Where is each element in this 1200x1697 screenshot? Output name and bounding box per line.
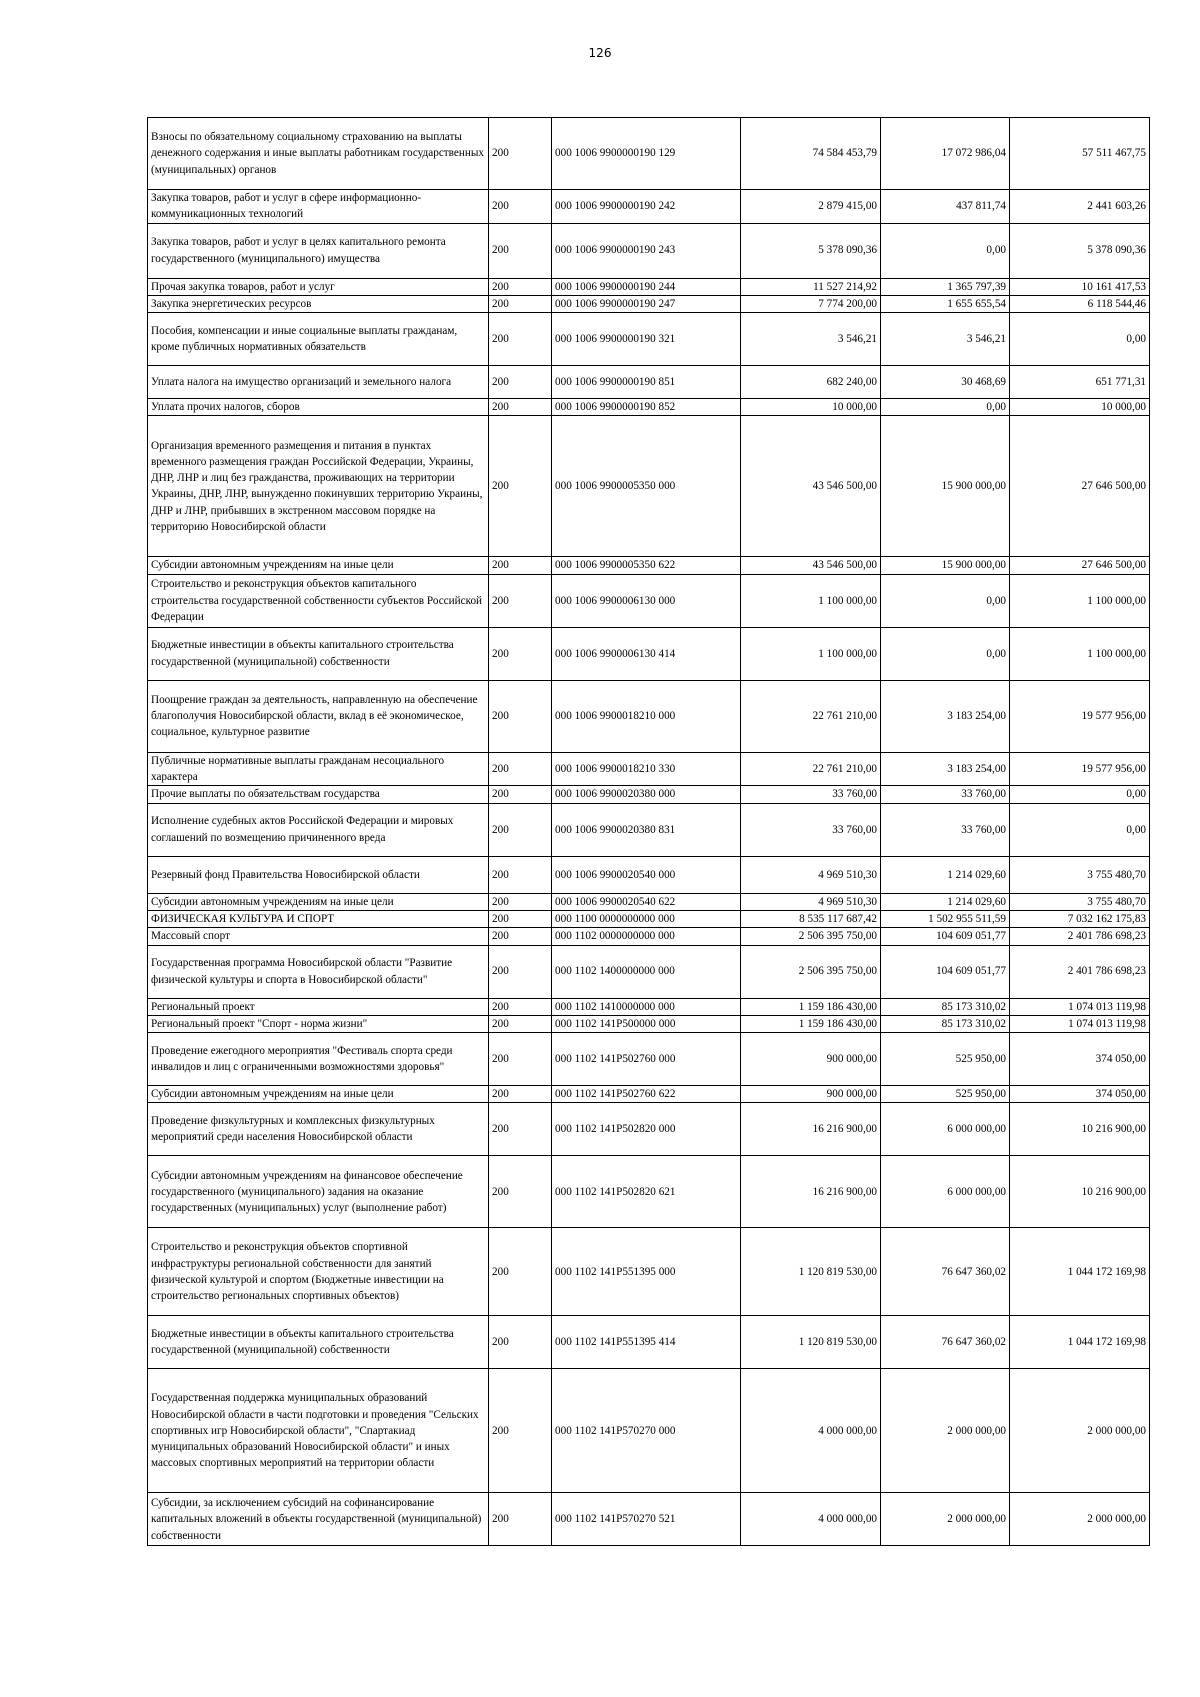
table-row bbox=[148, 295, 1150, 312]
row-unexecuted: 10 000,00 bbox=[1010, 399, 1150, 416]
row-code: 200 bbox=[489, 928, 552, 945]
row-kbk: 000 1006 9900020380 831 bbox=[552, 803, 741, 856]
row-name: Субсидии автономным учреждениям на финансовое обеспечение государственного (муниципального) задания на оказание государственных (муниципальных) услуг (выполнение работ) bbox=[148, 1156, 489, 1228]
row-executed: 3 546,21 bbox=[881, 313, 1010, 366]
row-code: 200 bbox=[489, 1493, 552, 1546]
row-executed: 437 811,74 bbox=[881, 190, 1010, 224]
row-unexecuted: 1 074 013 119,98 bbox=[1010, 1015, 1150, 1032]
row-unexecuted: 3 755 480,70 bbox=[1010, 893, 1150, 910]
row-name: ФИЗИЧЕСКАЯ КУЛЬТУРА И СПОРТ bbox=[148, 910, 489, 927]
row-approved: 43 546 500,00 bbox=[741, 557, 881, 574]
row-kbk: 000 1102 141P570270 000 bbox=[552, 1369, 741, 1493]
row-kbk: 000 1006 9900020540 000 bbox=[552, 856, 741, 893]
row-code: 200 bbox=[489, 313, 552, 366]
row-approved: 2 506 395 750,00 bbox=[741, 945, 881, 998]
row-unexecuted: 0,00 bbox=[1010, 313, 1150, 366]
row-approved: 900 000,00 bbox=[741, 1033, 881, 1086]
row-code: 200 bbox=[489, 366, 552, 399]
row-code: 200 bbox=[489, 1316, 552, 1369]
row-code: 200 bbox=[489, 1103, 552, 1156]
row-kbk: 000 1006 9900000190 247 bbox=[552, 295, 741, 312]
row-unexecuted: 1 100 000,00 bbox=[1010, 574, 1150, 627]
table-row bbox=[148, 803, 1150, 856]
row-name: Пособия, компенсации и иные социальные выплаты гражданам, кроме публичных нормативных обязательств bbox=[148, 313, 489, 366]
row-kbk: 000 1102 141P502760 622 bbox=[552, 1086, 741, 1103]
row-unexecuted: 0,00 bbox=[1010, 786, 1150, 803]
row-executed: 15 900 000,00 bbox=[881, 557, 1010, 574]
row-approved: 1 120 819 530,00 bbox=[741, 1316, 881, 1369]
row-unexecuted: 7 032 162 175,83 bbox=[1010, 910, 1150, 927]
row-name: Закупка товаров, работ и услуг в сфере информационно-коммуникационных технологий bbox=[148, 190, 489, 224]
row-code: 200 bbox=[489, 416, 552, 557]
row-approved: 33 760,00 bbox=[741, 803, 881, 856]
row-name: Субсидии, за исключением субсидий на софинансирование капитальных вложений в объекты государственной (муниципальной) собственности bbox=[148, 1493, 489, 1546]
row-name: Публичные нормативные выплаты гражданам несоциального характера bbox=[148, 752, 489, 786]
table-row bbox=[148, 366, 1150, 399]
row-unexecuted: 2 000 000,00 bbox=[1010, 1493, 1150, 1546]
table-row bbox=[148, 118, 1150, 190]
row-name: Строительство и реконструкция объектов капитального строительства государственной собственности субъектов Российской Федерации bbox=[148, 574, 489, 627]
row-kbk: 000 1006 9900018210 000 bbox=[552, 680, 741, 752]
row-kbk: 000 1102 1410000000 000 bbox=[552, 998, 741, 1015]
table-row bbox=[148, 1086, 1150, 1103]
row-approved: 7 774 200,00 bbox=[741, 295, 881, 312]
row-code: 200 bbox=[489, 945, 552, 998]
row-approved: 900 000,00 bbox=[741, 1086, 881, 1103]
row-kbk: 000 1006 9900006130 000 bbox=[552, 574, 741, 627]
row-executed: 0,00 bbox=[881, 574, 1010, 627]
row-executed: 0,00 bbox=[881, 399, 1010, 416]
row-executed: 3 183 254,00 bbox=[881, 680, 1010, 752]
row-name: Государственная поддержка муниципальных образований Новосибирской области в части подготовки и проведения "Сельских спортивных игр Новосибирской области", "Спартакиад муниципальных образований Новосибирской области" и иных массовых спортивных мероприятий на территории области bbox=[148, 1369, 489, 1493]
row-name: Проведение физкультурных и комплексных физкультурных мероприятий среди населения Новосибирской области bbox=[148, 1103, 489, 1156]
row-name: Региональный проект "Спорт - норма жизни" bbox=[148, 1015, 489, 1032]
row-executed: 33 760,00 bbox=[881, 803, 1010, 856]
row-executed: 1 214 029,60 bbox=[881, 893, 1010, 910]
row-executed: 1 502 955 511,59 bbox=[881, 910, 1010, 927]
row-executed: 104 609 051,77 bbox=[881, 928, 1010, 945]
row-executed: 525 950,00 bbox=[881, 1086, 1010, 1103]
row-approved: 4 969 510,30 bbox=[741, 893, 881, 910]
row-unexecuted: 651 771,31 bbox=[1010, 366, 1150, 399]
row-code: 200 bbox=[489, 574, 552, 627]
table-row bbox=[148, 1156, 1150, 1228]
page-number: 126 bbox=[588, 46, 612, 60]
row-approved: 5 378 090,36 bbox=[741, 223, 881, 278]
row-executed: 0,00 bbox=[881, 627, 1010, 680]
row-kbk: 000 1006 9900000190 243 bbox=[552, 223, 741, 278]
row-unexecuted: 6 118 544,46 bbox=[1010, 295, 1150, 312]
table-row bbox=[148, 1369, 1150, 1493]
row-kbk: 000 1102 141P502760 000 bbox=[552, 1033, 741, 1086]
row-unexecuted: 374 050,00 bbox=[1010, 1033, 1150, 1086]
row-code: 200 bbox=[489, 998, 552, 1015]
row-executed: 1 655 655,54 bbox=[881, 295, 1010, 312]
table-row bbox=[148, 574, 1150, 627]
row-name: Закупка энергетических ресурсов bbox=[148, 295, 489, 312]
table-row bbox=[148, 928, 1150, 945]
row-kbk: 000 1006 9900018210 330 bbox=[552, 752, 741, 786]
row-unexecuted: 2 401 786 698,23 bbox=[1010, 928, 1150, 945]
row-approved: 43 546 500,00 bbox=[741, 416, 881, 557]
row-code: 200 bbox=[489, 1228, 552, 1316]
row-approved: 3 546,21 bbox=[741, 313, 881, 366]
table-row bbox=[148, 278, 1150, 295]
table-row bbox=[148, 910, 1150, 927]
table-row bbox=[148, 1228, 1150, 1316]
row-executed: 2 000 000,00 bbox=[881, 1369, 1010, 1493]
row-kbk: 000 1006 9900005350 000 bbox=[552, 416, 741, 557]
row-kbk: 000 1006 9900000190 242 bbox=[552, 190, 741, 224]
row-code: 200 bbox=[489, 190, 552, 224]
row-executed: 15 900 000,00 bbox=[881, 416, 1010, 557]
row-unexecuted: 27 646 500,00 bbox=[1010, 416, 1150, 557]
table-row bbox=[148, 190, 1150, 224]
row-name: Поощрение граждан за деятельность, направленную на обеспечение благополучия Новосибирской области, вклад в её экономическое, социальное, культурное развитие bbox=[148, 680, 489, 752]
row-code: 200 bbox=[489, 893, 552, 910]
table-row bbox=[148, 223, 1150, 278]
row-approved: 11 527 214,92 bbox=[741, 278, 881, 295]
row-name: Резервный фонд Правительства Новосибирской области bbox=[148, 856, 489, 893]
row-code: 200 bbox=[489, 627, 552, 680]
row-name: Государственная программа Новосибирской области "Развитие физической культуры и спорта в Новосибирской области" bbox=[148, 945, 489, 998]
row-unexecuted: 27 646 500,00 bbox=[1010, 557, 1150, 574]
table-row bbox=[148, 1493, 1150, 1546]
row-approved: 33 760,00 bbox=[741, 786, 881, 803]
row-kbk: 000 1102 141P502820 621 bbox=[552, 1156, 741, 1228]
row-approved: 4 000 000,00 bbox=[741, 1369, 881, 1493]
budget-execution-table bbox=[147, 117, 1150, 1546]
row-code: 200 bbox=[489, 910, 552, 927]
row-approved: 1 159 186 430,00 bbox=[741, 998, 881, 1015]
row-code: 200 bbox=[489, 557, 552, 574]
row-executed: 0,00 bbox=[881, 223, 1010, 278]
table-row bbox=[148, 1033, 1150, 1086]
table-row bbox=[148, 786, 1150, 803]
table-row bbox=[148, 998, 1150, 1015]
row-kbk: 000 1006 9900006130 414 bbox=[552, 627, 741, 680]
row-unexecuted: 1 044 172 169,98 bbox=[1010, 1228, 1150, 1316]
row-kbk: 000 1102 141P570270 521 bbox=[552, 1493, 741, 1546]
row-approved: 8 535 117 687,42 bbox=[741, 910, 881, 927]
table-row bbox=[148, 399, 1150, 416]
row-kbk: 000 1006 9900000190 244 bbox=[552, 278, 741, 295]
row-name: Массовый спорт bbox=[148, 928, 489, 945]
row-executed: 6 000 000,00 bbox=[881, 1156, 1010, 1228]
row-approved: 4 969 510,30 bbox=[741, 856, 881, 893]
row-executed: 76 647 360,02 bbox=[881, 1316, 1010, 1369]
row-kbk: 000 1006 9900000190 321 bbox=[552, 313, 741, 366]
row-kbk: 000 1102 141P551395 000 bbox=[552, 1228, 741, 1316]
row-approved: 74 584 453,79 bbox=[741, 118, 881, 190]
table-row bbox=[148, 856, 1150, 893]
row-name: Региональный проект bbox=[148, 998, 489, 1015]
table-row bbox=[148, 1103, 1150, 1156]
row-unexecuted: 57 511 467,75 bbox=[1010, 118, 1150, 190]
table-row bbox=[148, 416, 1150, 557]
row-name: Взносы по обязательному социальному страхованию на выплаты денежного содержания и иные выплаты работникам государственных (муниципальных) органов bbox=[148, 118, 489, 190]
row-executed: 85 173 310,02 bbox=[881, 998, 1010, 1015]
row-name: Уплата налога на имущество организаций и земельного налога bbox=[148, 366, 489, 399]
row-unexecuted: 10 161 417,53 bbox=[1010, 278, 1150, 295]
row-unexecuted: 10 216 900,00 bbox=[1010, 1103, 1150, 1156]
row-code: 200 bbox=[489, 752, 552, 786]
row-name: Бюджетные инвестиции в объекты капитального строительства государственной (муниципальной) собственности bbox=[148, 627, 489, 680]
row-unexecuted: 5 378 090,36 bbox=[1010, 223, 1150, 278]
row-code: 200 bbox=[489, 1156, 552, 1228]
row-kbk: 000 1102 141P502820 000 bbox=[552, 1103, 741, 1156]
row-code: 200 bbox=[489, 1015, 552, 1032]
row-unexecuted: 1 074 013 119,98 bbox=[1010, 998, 1150, 1015]
row-code: 200 bbox=[489, 856, 552, 893]
row-approved: 1 120 819 530,00 bbox=[741, 1228, 881, 1316]
row-code: 200 bbox=[489, 223, 552, 278]
row-approved: 10 000,00 bbox=[741, 399, 881, 416]
row-approved: 22 761 210,00 bbox=[741, 752, 881, 786]
table-body bbox=[148, 118, 1150, 1546]
row-unexecuted: 10 216 900,00 bbox=[1010, 1156, 1150, 1228]
row-unexecuted: 19 577 956,00 bbox=[1010, 752, 1150, 786]
row-executed: 33 760,00 bbox=[881, 786, 1010, 803]
row-approved: 1 100 000,00 bbox=[741, 574, 881, 627]
row-code: 200 bbox=[489, 786, 552, 803]
row-approved: 2 506 395 750,00 bbox=[741, 928, 881, 945]
row-executed: 85 173 310,02 bbox=[881, 1015, 1010, 1032]
row-name: Прочая закупка товаров, работ и услуг bbox=[148, 278, 489, 295]
row-approved: 16 216 900,00 bbox=[741, 1103, 881, 1156]
row-kbk: 000 1006 9900005350 622 bbox=[552, 557, 741, 574]
row-unexecuted: 0,00 bbox=[1010, 803, 1150, 856]
row-name: Субсидии автономным учреждениям на иные цели bbox=[148, 893, 489, 910]
row-name: Уплата прочих налогов, сборов bbox=[148, 399, 489, 416]
row-unexecuted: 374 050,00 bbox=[1010, 1086, 1150, 1103]
row-code: 200 bbox=[489, 1086, 552, 1103]
row-approved: 1 100 000,00 bbox=[741, 627, 881, 680]
table-row bbox=[148, 313, 1150, 366]
row-name: Закупка товаров, работ и услуг в целях капитального ремонта государственного (муниципального) имущества bbox=[148, 223, 489, 278]
row-name: Исполнение судебных актов Российской Федерации и мировых соглашений по возмещению причиненного вреда bbox=[148, 803, 489, 856]
row-code: 200 bbox=[489, 680, 552, 752]
row-kbk: 000 1102 1400000000 000 bbox=[552, 945, 741, 998]
row-kbk: 000 1102 0000000000 000 bbox=[552, 928, 741, 945]
row-executed: 1 214 029,60 bbox=[881, 856, 1010, 893]
row-executed: 104 609 051,77 bbox=[881, 945, 1010, 998]
row-approved: 22 761 210,00 bbox=[741, 680, 881, 752]
row-kbk: 000 1100 0000000000 000 bbox=[552, 910, 741, 927]
row-kbk: 000 1102 141P500000 000 bbox=[552, 1015, 741, 1032]
row-kbk: 000 1006 9900000190 851 bbox=[552, 366, 741, 399]
row-kbk: 000 1006 9900020380 000 bbox=[552, 786, 741, 803]
row-executed: 3 183 254,00 bbox=[881, 752, 1010, 786]
row-approved: 682 240,00 bbox=[741, 366, 881, 399]
row-code: 200 bbox=[489, 1369, 552, 1493]
row-code: 200 bbox=[489, 1033, 552, 1086]
row-approved: 16 216 900,00 bbox=[741, 1156, 881, 1228]
row-unexecuted: 2 441 603,26 bbox=[1010, 190, 1150, 224]
table-row bbox=[148, 1316, 1150, 1369]
row-executed: 76 647 360,02 bbox=[881, 1228, 1010, 1316]
table-row bbox=[148, 627, 1150, 680]
row-approved: 1 159 186 430,00 bbox=[741, 1015, 881, 1032]
table-row bbox=[148, 945, 1150, 998]
row-approved: 4 000 000,00 bbox=[741, 1493, 881, 1546]
row-name: Бюджетные инвестиции в объекты капитального строительства государственной (муниципальной) собственности bbox=[148, 1316, 489, 1369]
table-row bbox=[148, 557, 1150, 574]
row-name: Проведение ежегодного мероприятия "Фестиваль спорта среди инвалидов и лиц с ограниченными возможностями здоровья" bbox=[148, 1033, 489, 1086]
row-unexecuted: 2 401 786 698,23 bbox=[1010, 945, 1150, 998]
row-name: Строительство и реконструкция объектов спортивной инфраструктуры региональной собственности для занятий физической культурой и спортом (Бюджетные инвестиции на строительство региональных спортивных объектов) bbox=[148, 1228, 489, 1316]
row-executed: 17 072 986,04 bbox=[881, 118, 1010, 190]
row-executed: 525 950,00 bbox=[881, 1033, 1010, 1086]
row-kbk: 000 1102 141P551395 414 bbox=[552, 1316, 741, 1369]
row-executed: 30 468,69 bbox=[881, 366, 1010, 399]
row-unexecuted: 1 044 172 169,98 bbox=[1010, 1316, 1150, 1369]
table-row bbox=[148, 752, 1150, 786]
row-unexecuted: 3 755 480,70 bbox=[1010, 856, 1150, 893]
table-row bbox=[148, 1015, 1150, 1032]
row-code: 200 bbox=[489, 803, 552, 856]
row-code: 200 bbox=[489, 118, 552, 190]
row-unexecuted: 19 577 956,00 bbox=[1010, 680, 1150, 752]
row-executed: 2 000 000,00 bbox=[881, 1493, 1010, 1546]
row-executed: 6 000 000,00 bbox=[881, 1103, 1010, 1156]
row-name: Субсидии автономным учреждениям на иные цели bbox=[148, 1086, 489, 1103]
row-code: 200 bbox=[489, 399, 552, 416]
row-kbk: 000 1006 9900000190 852 bbox=[552, 399, 741, 416]
row-name: Организация временного размещения и питания в пунктах временного размещения граждан Российской Федерации, Украины, ДНР, ЛНР и лиц без гражданства, проживающих на территории Украины, ДНР, ЛНР, вынужденно покинувших территорию Украины, ДНР и ЛНР, прибывших в экстренном массовом порядке на территорию Новосибирской области bbox=[148, 416, 489, 557]
row-code: 200 bbox=[489, 278, 552, 295]
row-name: Субсидии автономным учреждениям на иные цели bbox=[148, 557, 489, 574]
row-kbk: 000 1006 9900000190 129 bbox=[552, 118, 741, 190]
row-unexecuted: 1 100 000,00 bbox=[1010, 627, 1150, 680]
row-name: Прочие выплаты по обязательствам государства bbox=[148, 786, 489, 803]
table-row bbox=[148, 893, 1150, 910]
row-unexecuted: 2 000 000,00 bbox=[1010, 1369, 1150, 1493]
row-kbk: 000 1006 9900020540 622 bbox=[552, 893, 741, 910]
row-approved: 2 879 415,00 bbox=[741, 190, 881, 224]
table-row bbox=[148, 680, 1150, 752]
row-executed: 1 365 797,39 bbox=[881, 278, 1010, 295]
row-code: 200 bbox=[489, 295, 552, 312]
